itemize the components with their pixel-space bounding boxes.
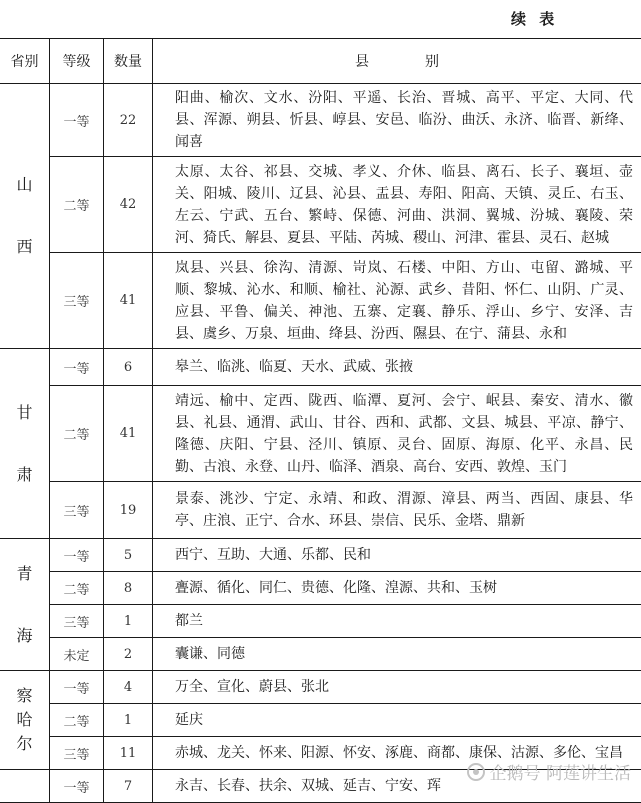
province-name: 察 哈 尔 <box>0 688 49 752</box>
watermark-text: 企鹅号 阿莲讲生活 <box>490 759 631 784</box>
counties-cell: 万全、宣化、蔚县、张北 <box>153 671 641 704</box>
count-cell: 8 <box>104 572 153 605</box>
level-cell: 未定 <box>50 638 104 671</box>
header-level: 等级 <box>50 39 104 84</box>
table-row <box>0 638 641 671</box>
province-cell <box>0 539 50 671</box>
count-cell: 11 <box>104 737 153 770</box>
table-row <box>0 349 641 386</box>
level-cell: 一等 <box>50 671 104 704</box>
counties-cell: 景泰、洮沙、宁定、永靖、和政、渭源、漳县、两当、西固、康县、华亭、庄浪、正宁、合水、环县、崇信、民乐、金塔、鼎新 <box>153 482 641 539</box>
level-cell: 三等 <box>50 605 104 638</box>
count-cell: 5 <box>104 539 153 572</box>
province-name: 山 西 <box>0 177 49 255</box>
province-cell <box>0 770 50 803</box>
province-name: 甘 肃 <box>0 405 49 483</box>
table-row <box>0 671 641 704</box>
counties-cell: 阳曲、榆次、文水、汾阳、平遥、长治、晋城、高平、平定、大同、代县、浑源、朔县、忻县、崞县、安邑、临汾、曲沃、永济、临晋、新绛、闻喜 <box>153 84 641 157</box>
counties-cell: 囊谦、同德 <box>153 638 641 671</box>
level-cell: 二等 <box>50 704 104 737</box>
table-row <box>0 539 641 572</box>
table-row <box>0 572 641 605</box>
watermark <box>467 759 631 784</box>
counties-cell: 靖远、榆中、定西、陇西、临潭、夏河、会宁、岷县、秦安、清水、徽县、礼县、通渭、武山、甘谷、西和、武都、文县、城县、平凉、静宁、隆德、庆阳、宁县、泾川、镇原、灵台、固原、海原、化平、永昌、民勤、古浪、永登、山丹、临泽、酒泉、高台、安西、敦煌、玉门 <box>153 386 641 482</box>
counties-cell: 岚县、兴县、徐沟、清源、岢岚、石楼、中阳、方山、屯留、潞城、平顺、黎城、沁水、和顺、榆社、沁源、武乡、昔阳、怀仁、山阴、广灵、应县、平鲁、偏关、神池、五寨、定襄、静乐、浮山、乡宁、安泽、吉县、虞乡、万泉、垣曲、绛县、汾西、隰县、在宁、蒲县、永和 <box>153 253 641 349</box>
province-name: 青 海 <box>0 566 49 644</box>
count-cell: 2 <box>104 638 153 671</box>
count-cell: 4 <box>104 671 153 704</box>
counties-cell: 都兰 <box>153 605 641 638</box>
counties-cell: 西宁、互助、大通、乐都、民和 <box>153 539 641 572</box>
level-cell: 一等 <box>50 770 104 803</box>
table-row <box>0 84 641 157</box>
province-cell <box>0 671 50 770</box>
continued-label: 续 表 <box>511 8 558 29</box>
counties-cell: 亹源、循化、同仁、贵德、化隆、湟源、共和、玉树 <box>153 572 641 605</box>
level-cell: 三等 <box>50 253 104 349</box>
counties-cell: 永吉、长春、扶余、双城、延吉、宁安、珲 <box>153 770 641 803</box>
count-cell: 41 <box>104 253 153 349</box>
count-cell: 1 <box>104 605 153 638</box>
header-count: 数量 <box>104 39 153 84</box>
count-cell: 42 <box>104 157 153 253</box>
table-row <box>0 482 641 539</box>
level-cell: 一等 <box>50 84 104 157</box>
province-cell <box>0 84 50 349</box>
counties-cell: 赤城、龙关、怀来、阳源、怀安、涿鹿、商都、康保、沽源、多伦、宝昌 <box>153 737 641 770</box>
level-cell: 二等 <box>50 572 104 605</box>
table-row <box>0 704 641 737</box>
count-cell: 22 <box>104 84 153 157</box>
level-cell: 三等 <box>50 482 104 539</box>
header-counties: 县 别 <box>153 39 641 84</box>
level-cell: 一等 <box>50 539 104 572</box>
header-province: 省别 <box>0 39 50 84</box>
count-cell: 19 <box>104 482 153 539</box>
province-cell <box>0 349 50 539</box>
counties-cell: 延庆 <box>153 704 641 737</box>
level-cell: 三等 <box>50 737 104 770</box>
count-cell: 6 <box>104 349 153 386</box>
counties-cell: 皋兰、临洮、临夏、天水、武威、张掖 <box>153 349 641 386</box>
counties-cell: 太原、太谷、祁县、交城、孝义、介休、临县、离石、长子、襄垣、壶关、阳城、陵川、辽县、沁县、盂县、寿阳、阳高、天镇、灵丘、右玉、左云、宁武、五台、繁峙、保德、河曲、洪洞、翼城、汾城、襄陵、荣河、猗氏、解县、夏县、平陆、芮城、稷山、河津、霍县、灵石、赵城 <box>153 157 641 253</box>
count-cell: 1 <box>104 704 153 737</box>
count-cell: 7 <box>104 770 153 803</box>
count-cell: 41 <box>104 386 153 482</box>
county-grade-table <box>0 38 641 803</box>
table-row <box>0 605 641 638</box>
table-row <box>0 157 641 253</box>
level-cell: 一等 <box>50 349 104 386</box>
header-row <box>0 39 641 84</box>
table-row <box>0 253 641 349</box>
table-row <box>0 386 641 482</box>
penguin-logo-icon <box>467 763 485 781</box>
level-cell: 二等 <box>50 386 104 482</box>
level-cell: 二等 <box>50 157 104 253</box>
